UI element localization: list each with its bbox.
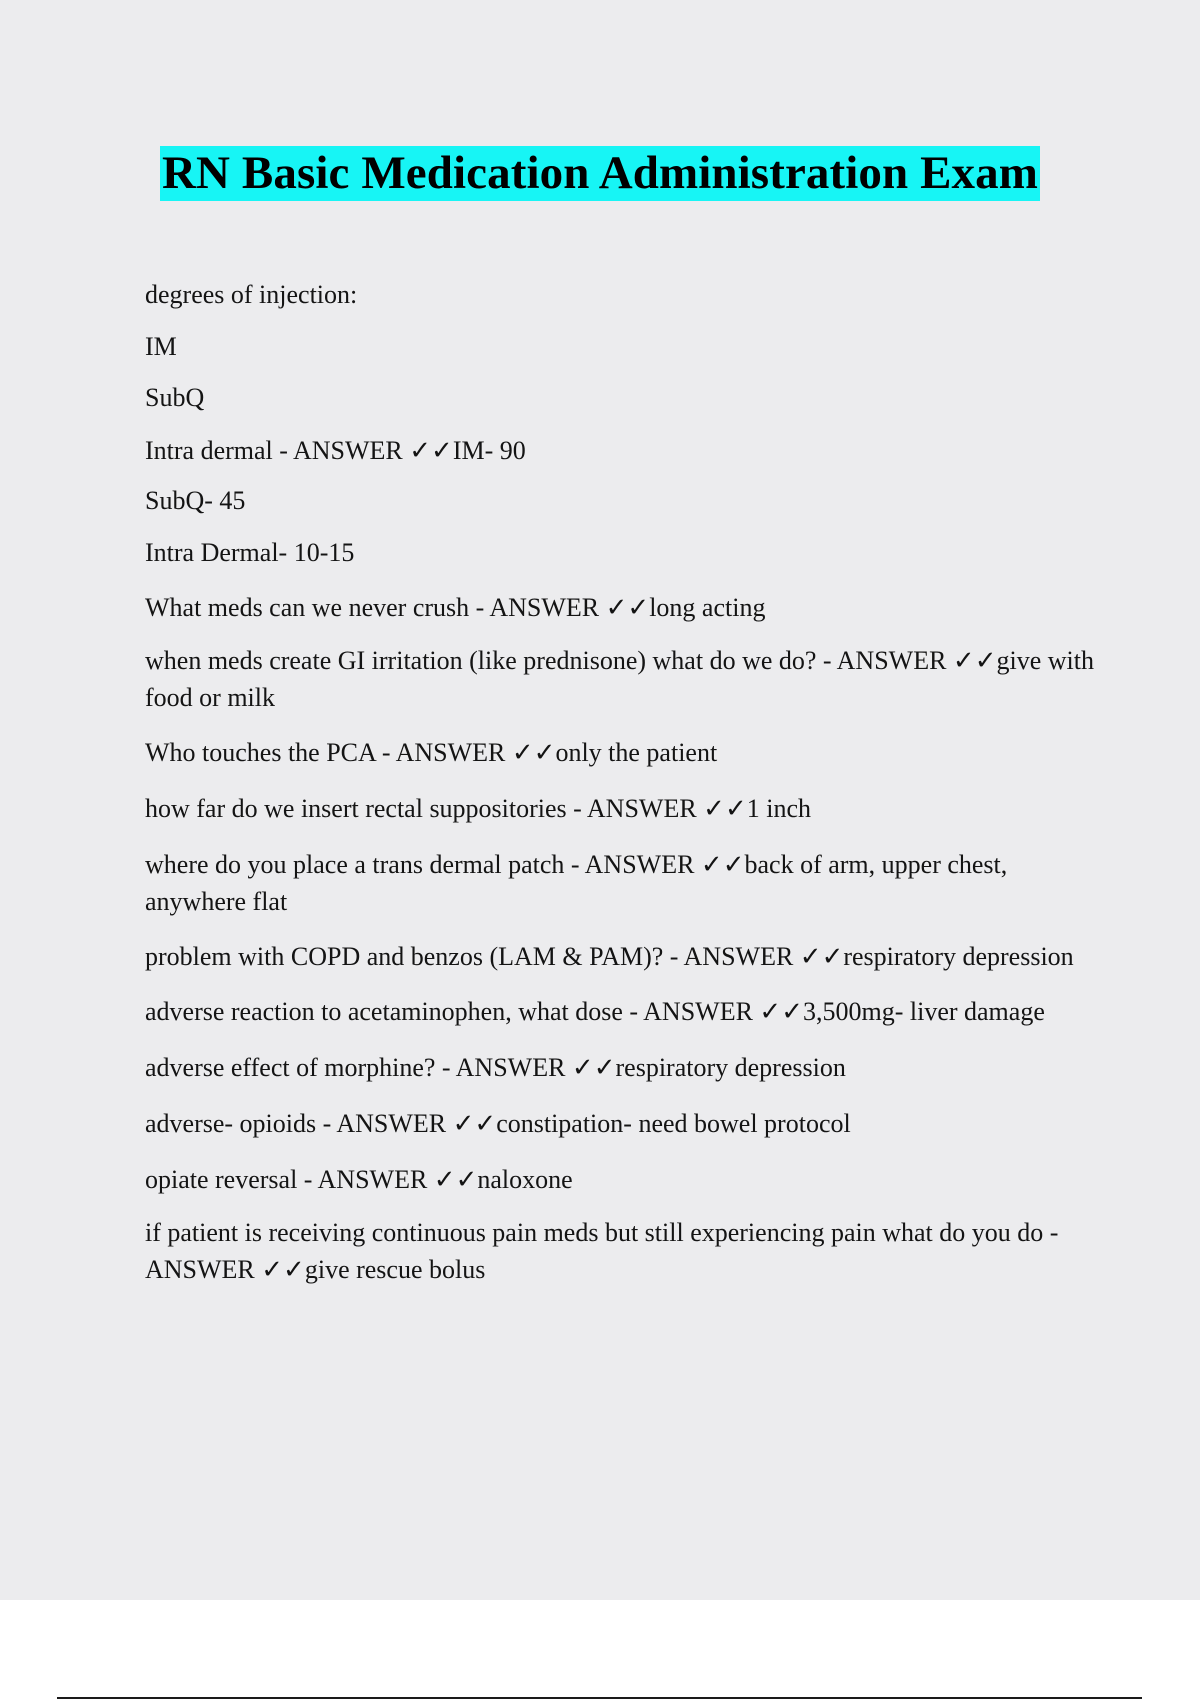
text-line-subq-45: SubQ- 45 xyxy=(145,486,246,515)
qa-item-never-crush: What meds can we never crush - ANSWER ✓✓long acting xyxy=(145,593,766,622)
qa-item-pca: Who touches the PCA - ANSWER ✓✓only the patient xyxy=(145,738,718,767)
text-line-injection-degrees: degrees of injection: xyxy=(145,280,358,309)
qa-item-rectal-suppositories: how far do we insert rectal suppositories - ANSWER ✓✓1 inch xyxy=(145,794,811,823)
document-title: RN Basic Medication Administration Exam xyxy=(161,147,1039,199)
qa-item-copd-benzos: problem with COPD and benzos (LAM & PAM)? - ANSWER ✓✓respiratory depression xyxy=(145,942,1074,971)
qa-item-injection-answer: Intra dermal - ANSWER ✓✓IM- 90 xyxy=(145,436,526,465)
qa-item-opiate-reversal: opiate reversal - ANSWER ✓✓naloxone xyxy=(145,1165,573,1194)
qa-item-morphine: adverse effect of morphine? - ANSWER ✓✓respiratory depression xyxy=(145,1053,846,1082)
qa-item-opioids: adverse- opioids - ANSWER ✓✓constipation- need bowel protocol xyxy=(145,1109,851,1138)
qa-item-rescue-bolus: if patient is receiving continuous pain meds but still experiencing pain what do you do - ANSWER ✓✓give rescue bolus xyxy=(145,1218,1064,1284)
qa-item-gi-irritation: when meds create GI irritation (like prednisone) what do we do? - ANSWER ✓✓give with food or milk xyxy=(145,646,1101,712)
qa-item-acetaminophen: adverse reaction to acetaminophen, what dose - ANSWER ✓✓3,500mg- liver damage xyxy=(145,997,1045,1026)
text-line-subq: SubQ xyxy=(145,383,205,412)
text-line-intradermal: Intra Dermal- 10-15 xyxy=(145,538,355,567)
footer-divider xyxy=(57,1697,1142,1699)
qa-item-transdermal-patch: where do you place a trans dermal patch - ANSWER ✓✓back of arm, upper chest, anywhere flat xyxy=(145,850,1014,916)
title-container xyxy=(0,146,1200,201)
text-line-im: IM xyxy=(145,332,177,361)
document-body xyxy=(145,276,1100,1288)
